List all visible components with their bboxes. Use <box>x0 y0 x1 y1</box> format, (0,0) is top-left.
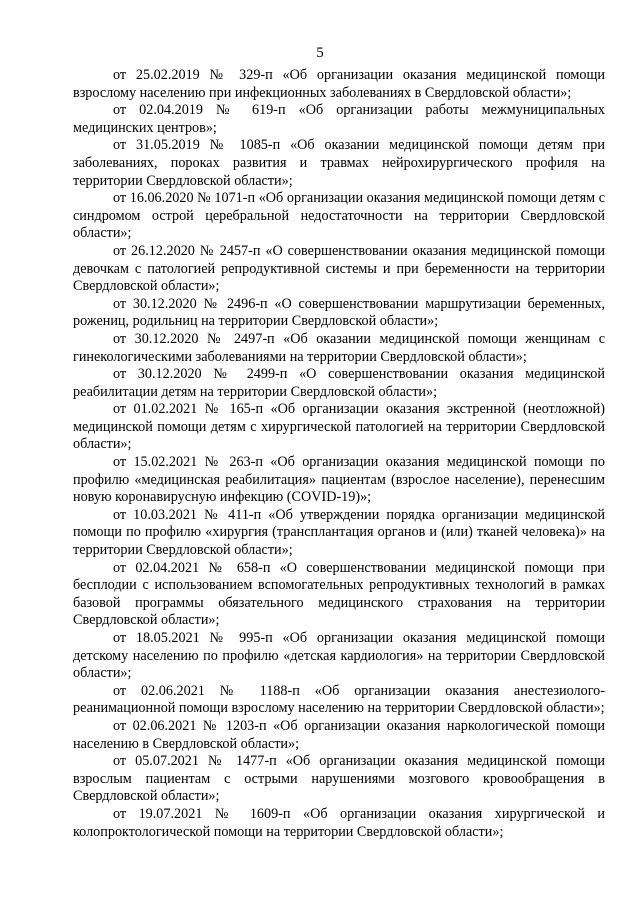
order-item: от 02.04.2021 № 658-п «О совершенствовании медицинской помощи при бесплодии с использованием вспомогательных репродуктивных технологий в рамках базовой программы обязательного медицинского страхования на территории Свердловской области»; <box>73 559 605 629</box>
order-item: от 26.12.2020 № 2457-п «О совершенствовании оказания медицинской помощи девочкам с патологией репродуктивной системы и при беременности на территории Свердловской области»; <box>73 242 605 295</box>
order-item: от 02.06.2021 № 1203-п «Об организации оказания наркологической помощи населению в Свердловской области»; <box>73 717 605 752</box>
order-item: от 16.06.2020 № 1071-п «Об организации оказания медицинской помощи детям с синдромом острой церебральной недостаточности на территории Свердловской области»; <box>73 190 605 242</box>
order-item: от 30.12.2020 № 2497-п «Об оказании медицинской помощи женщинам с гинекологическими заболеваниями на территории Свердловской области»; <box>73 330 605 365</box>
order-item: от 30.12.2020 № 2496-п «О совершенствовании маршрутизации беременных, рожениц, родильниц на территории Свердловской области»; <box>73 295 605 330</box>
order-item: от 19.07.2021 № 1609-п «Об организации оказания хирургической и колопроктологической помощи на территории Свердловской области»; <box>73 805 605 840</box>
order-list <box>73 67 605 841</box>
order-item: от 02.06.2021 № 1188-п «Об организации оказания анестезиолого-реанимационной помощи взрослому населению на территории Свердловской области»; <box>73 682 605 717</box>
order-item: от 18.05.2021 № 995-п «Об организации оказания медицинской помощи детскому населению по профилю «детская кардиология» на территории Свердловской области»; <box>73 630 605 682</box>
order-item: от 25.02.2019 № 329-п «Об организации оказания медицинской помощи взрослому населению при инфекционных заболеваниях в Свердловской области»; <box>73 67 605 101</box>
order-item: от 05.07.2021 № 1477-п «Об организации оказания медицинской помощи взрослым пациентам с острыми нарушениями мозгового кровообращения в Свердловской области»; <box>73 753 605 805</box>
order-item: от 15.02.2021 № 263-п «Об организации оказания медицинской помощи по профилю «медицинская реабилитация» пациентам (взрослое население), перенесшим новую коронавирусную инфекцию (COVID-19)»; <box>73 454 605 506</box>
order-item: от 31.05.2019 № 1085-п «Об оказании медицинской помощи детям при заболеваниях, пороках развития и травмах нейрохирургического профиля на территории Свердловской области»; <box>73 137 605 189</box>
page-number: 5 <box>316 45 324 61</box>
order-item: от 10.03.2021 № 411-п «Об утверждении порядка организации медицинской помощи по профилю «хирургия (трансплантация органов и (или) тканей человека)» на территории Свердловской области»; <box>73 506 605 559</box>
order-item: от 02.04.2019 № 619-п «Об организации работы межмуниципальных медицинских центров»; <box>73 102 605 136</box>
order-item: от 30.12.2020 № 2499-п «О совершенствовании оказания медицинской реабилитации детям на территории Свердловской области»; <box>73 366 605 400</box>
order-item: от 01.02.2021 № 165-п «Об организации оказания экстренной (неотложной) медицинской помощи детям с хирургической патологией на территории Свердловской области»; <box>73 401 605 453</box>
